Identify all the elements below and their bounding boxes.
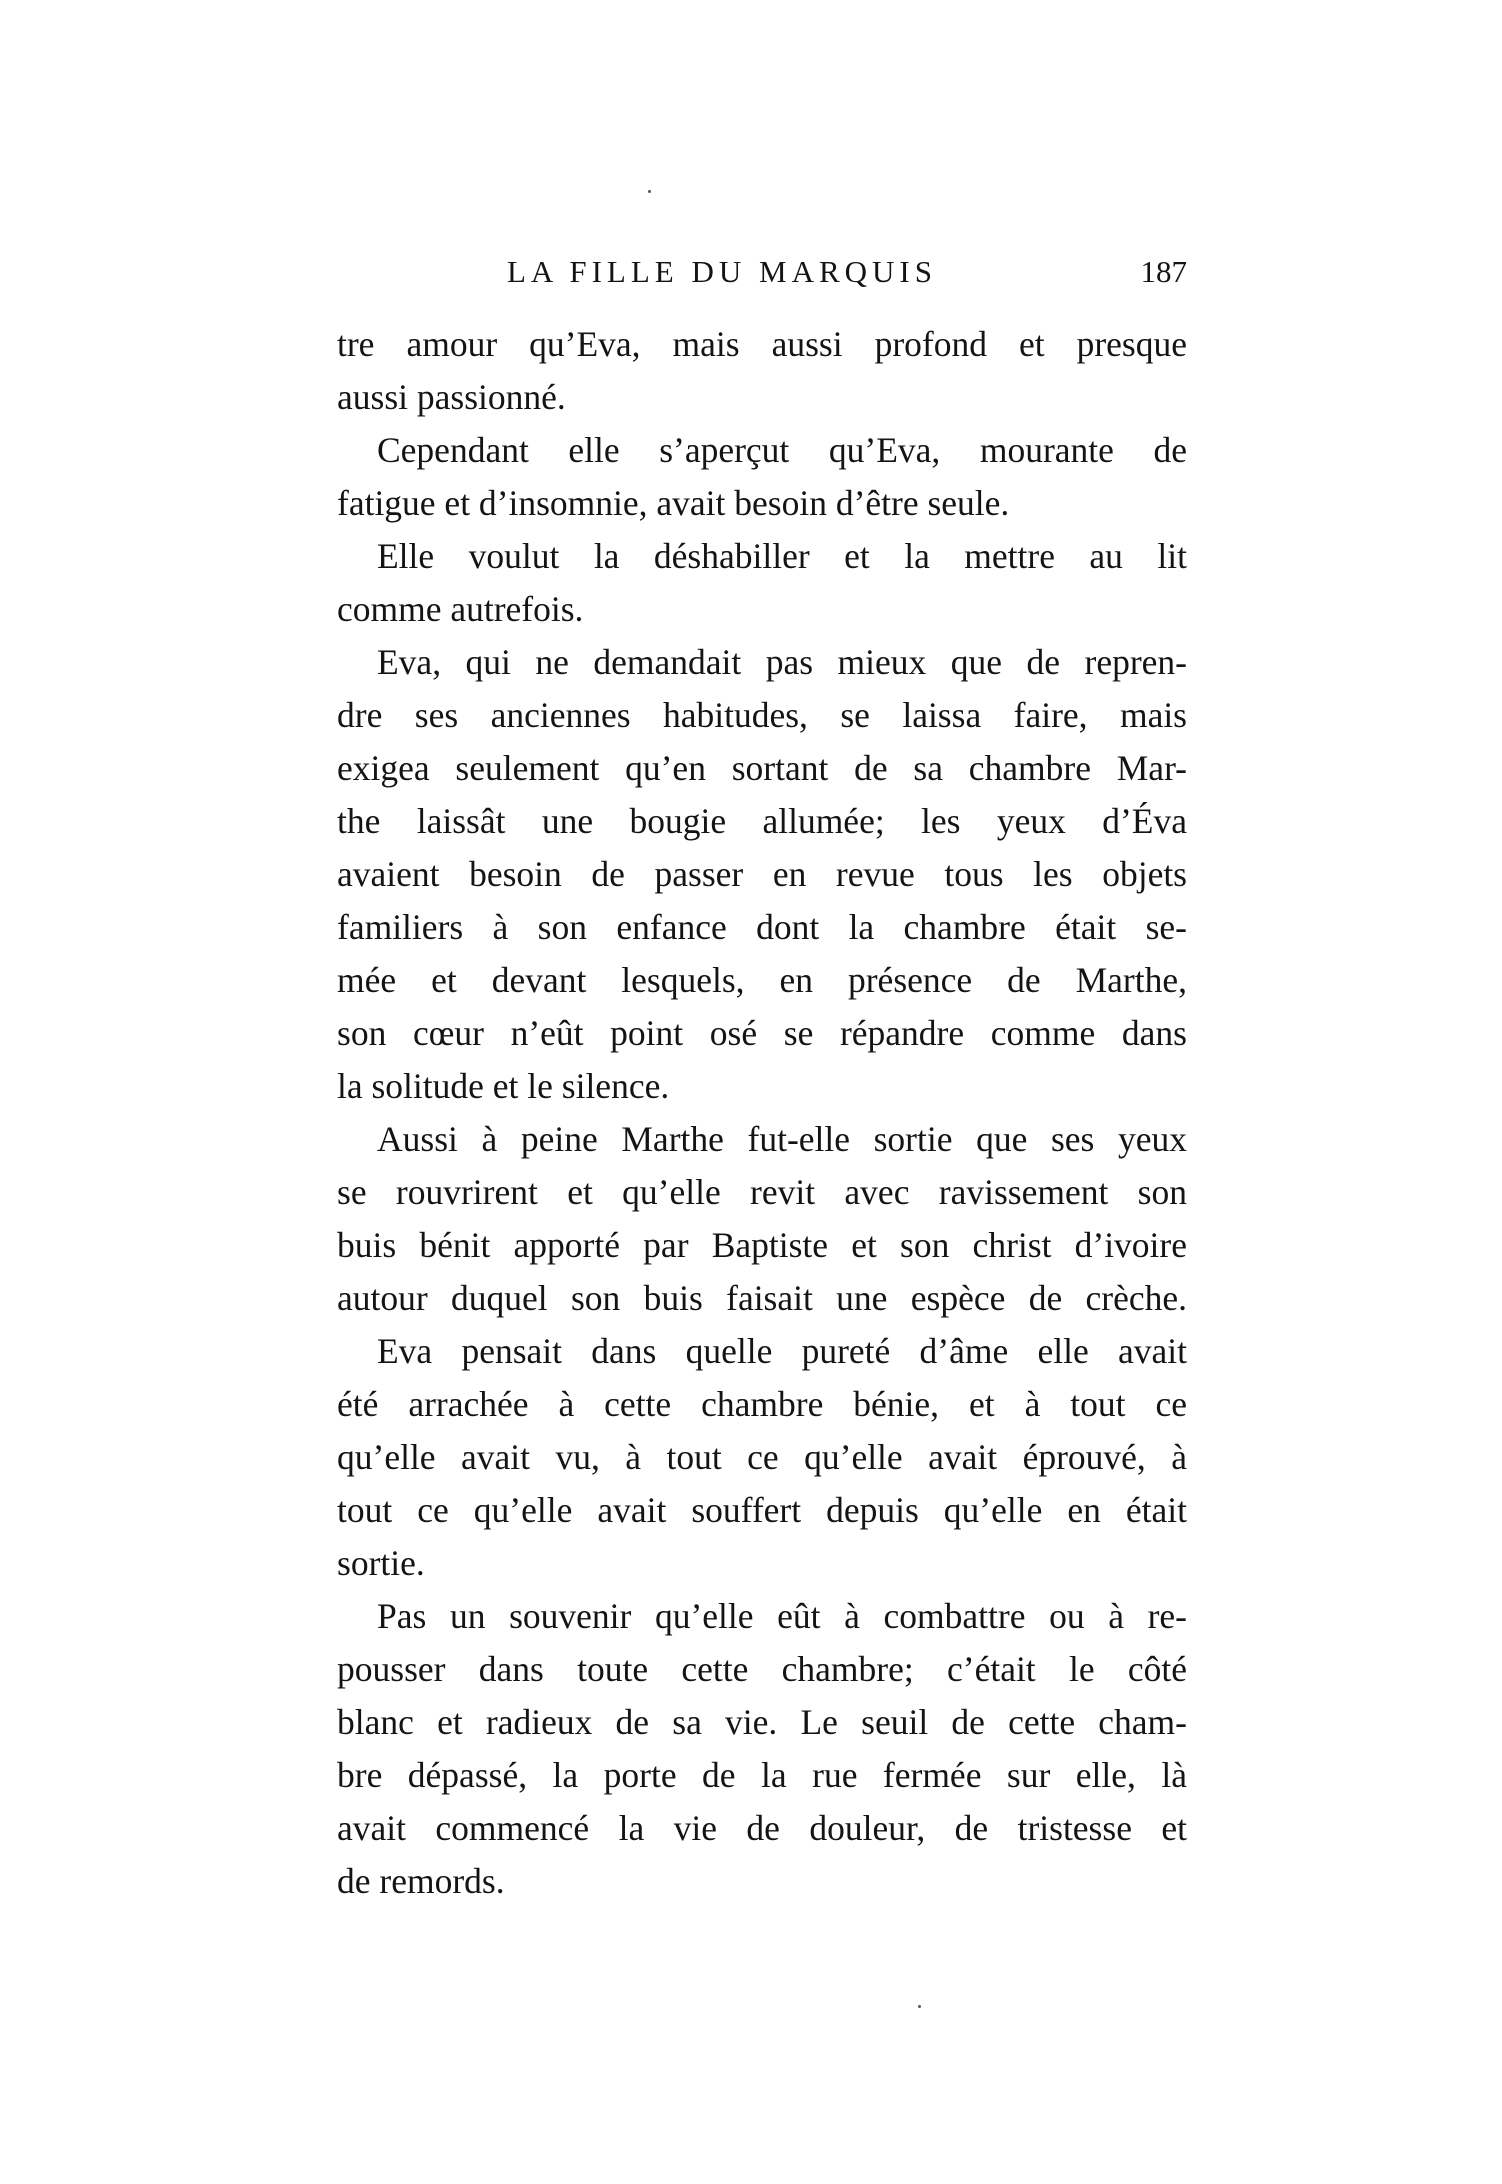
text-line: comme autrefois. [337, 589, 584, 629]
text-line: blanc et radieux de sa vie. Le seuil de cette cham- [337, 1702, 1187, 1742]
text-line: Aussi à peine Marthe fut-elle sortie que ses yeux [377, 1119, 1187, 1159]
text-line: Eva pensait dans quelle pureté d’âme elle avait [377, 1331, 1187, 1371]
running-title: LA FILLE DU MARQUIS [507, 254, 937, 289]
text-line: Eva, qui ne demandait pas mieux que de repren- [377, 642, 1187, 682]
text-line: the laissât une bougie allumée; les yeux d’Éva [337, 801, 1187, 841]
text-line: Cependant elle s’aperçut qu’Eva, mourante de [377, 430, 1187, 470]
text-line: tre amour qu’Eva, mais aussi profond et presque [337, 324, 1187, 364]
scan-speck [918, 2005, 921, 2008]
scan-speck [648, 190, 651, 193]
text-line: qu’elle avait vu, à tout ce qu’elle avait éprouvé, à [337, 1437, 1187, 1477]
text-line: de remords. [337, 1861, 505, 1901]
text-line: pousser dans toute cette chambre; c’était le côté [337, 1649, 1187, 1689]
text-line: se rouvrirent et qu’elle revit avec ravissement son [337, 1172, 1187, 1212]
text-line: bre dépassé, la porte de la rue fermée sur elle, là [337, 1755, 1187, 1795]
text-line: aussi passionné. [337, 377, 566, 417]
text-line: exigea seulement qu’en sortant de sa chambre Mar- [337, 748, 1187, 788]
text-line: sortie. [337, 1543, 425, 1583]
text-line: son cœur n’eût point osé se répandre comme dans [337, 1013, 1187, 1053]
text-line: la solitude et le silence. [337, 1066, 670, 1106]
text-line: été arrachée à cette chambre bénie, et à tout ce [337, 1384, 1187, 1424]
text-line: avait commencé la vie de douleur, de tristesse et [337, 1808, 1187, 1848]
text-line: avaient besoin de passer en revue tous les objets [337, 854, 1187, 894]
text-line: mée et devant lesquels, en présence de Marthe, [337, 960, 1187, 1000]
text-line: buis bénit apporté par Baptiste et son christ d’ivoire [337, 1225, 1187, 1265]
text-line: Elle voulut la déshabiller et la mettre au lit [377, 536, 1187, 576]
page-number: 187 [1140, 254, 1187, 289]
text-line: dre ses anciennes habitudes, se laissa faire, mais [337, 695, 1187, 735]
text-line: fatigue et d’insomnie, avait besoin d’être seule. [337, 483, 1010, 523]
running-head [337, 250, 1187, 294]
body-text [337, 318, 1187, 1908]
text-line: familiers à son enfance dont la chambre était se- [337, 907, 1187, 947]
text-line: Pas un souvenir qu’elle eût à combattre ou à re- [377, 1596, 1187, 1636]
text-line: autour duquel son buis faisait une espèce de crèche. [337, 1278, 1187, 1318]
text-line: tout ce qu’elle avait souffert depuis qu’elle en était [337, 1490, 1187, 1530]
